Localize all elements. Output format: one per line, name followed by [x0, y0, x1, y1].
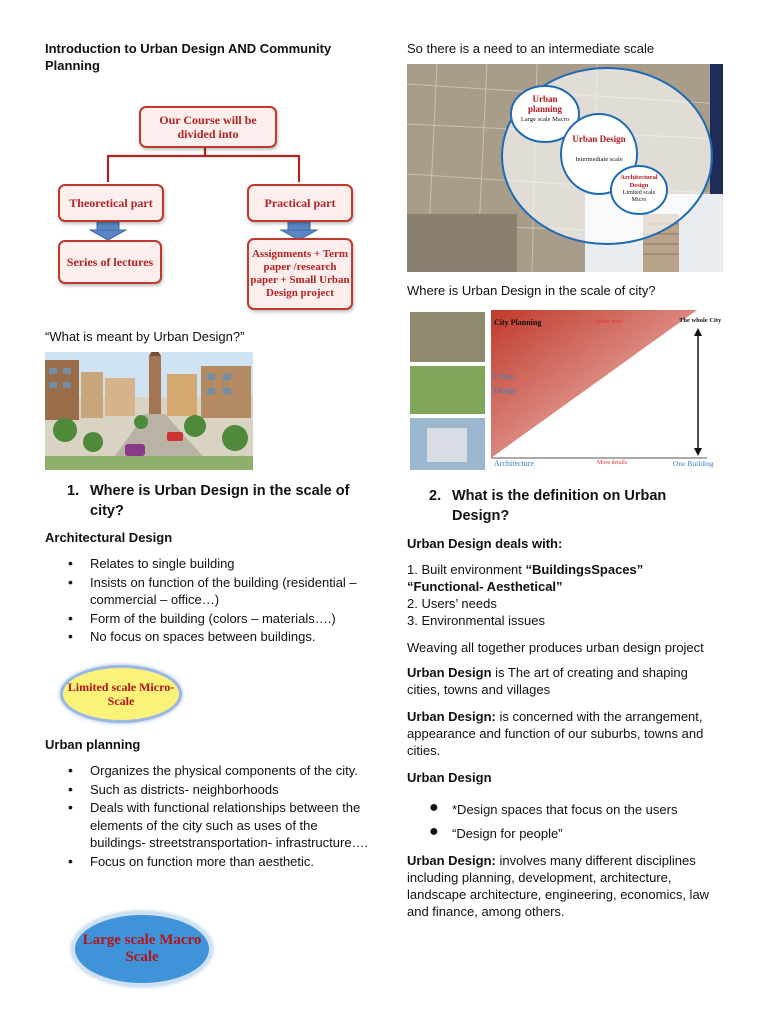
venn-urban-design-sub: Intermediate scale [575, 156, 623, 163]
definition-3-label: Urban Design: [407, 853, 496, 868]
scale-triangle-diagram [407, 310, 723, 474]
list-item: • Such as districts- neighborhoods [45, 781, 370, 799]
definition-3 [407, 852, 717, 920]
scale-more-details: More details [597, 460, 628, 466]
diagram-series-box: Series of lectures [58, 240, 162, 284]
large-scale-badge: Large scale Macro Scale [72, 912, 212, 986]
weaving-text: Weaving all together produces urban design project [407, 640, 704, 655]
deals-item-2: 2. Users’ needs [407, 596, 497, 611]
venn-architectural-design-sub: Limited scale Micro [622, 190, 656, 203]
venn-urban-planning: Urban planning [527, 94, 563, 114]
urban-design-heading: Urban Design [407, 770, 492, 785]
architectural-design-list [45, 555, 365, 647]
definition-1-label: Urban Design [407, 665, 492, 680]
list-item: • Focus on function more than aesthetic. [45, 853, 370, 871]
venn-architectural-design: Architectural Design [620, 174, 658, 189]
deals-item-1-bold-2: “Functional- Aesthetical” [407, 579, 563, 594]
definition-2 [407, 708, 725, 759]
scale-one-building: One Building [673, 459, 714, 468]
section-2-title: What is the definition on Urban Design? [452, 488, 667, 524]
diagram-top-box: Our Course will be divided into [139, 106, 277, 148]
definition-2-text: is concerned with the arrangement, appearance and function of our suburbs, towns and cities. [407, 709, 704, 758]
scale-city-planning: City Planning [494, 318, 542, 327]
list-item: • Deals with functional relationships between the elements of the city such as uses of the buildings- streetstransportation- infrastructure…. [45, 799, 370, 852]
list-item: • Form of the building (colors – materials….) [45, 610, 365, 628]
diagram-practical-box: Practical part [247, 184, 353, 222]
definition-2-label: Urban Design: [407, 709, 496, 724]
bullet-icon: ● [429, 799, 439, 816]
scale-architecture: Architecture [494, 459, 534, 468]
list-item-text: “Design for people” [452, 826, 563, 841]
list-item: • Insists on function of the building (residential – commercial – office…) [45, 574, 365, 609]
intermediate-scale-text: So there is a need to an intermediate scale [407, 41, 655, 56]
scale-entire-area: Entire area [595, 319, 622, 325]
section-2-number: 2. [429, 488, 442, 504]
deals-item-3: 3. Environmental issues [407, 613, 546, 628]
scale-design: Design [494, 386, 517, 395]
urban-planning-list [45, 762, 370, 871]
list-item: • Organizes the physical components of the city. [45, 762, 370, 780]
venn-urban-planning-sub: Large scale Macro [520, 116, 570, 123]
diagram-theoretical-box: Theoretical part [58, 184, 164, 222]
scale-urban: Urban [494, 372, 514, 381]
urban-planning-heading: Urban planning [45, 737, 141, 752]
scale-venn-image [407, 64, 723, 272]
deals-item-1 [407, 561, 727, 578]
deals-with-list [407, 561, 727, 629]
definition-1-text: is The art of creating and shaping cities, towns and villages [407, 665, 688, 697]
architectural-design-heading: Architectural Design [45, 530, 173, 545]
definition-1 [407, 664, 717, 698]
scale-of-city-question: Where is Urban Design in the scale of city? [407, 283, 656, 298]
urban-design-list [407, 801, 727, 842]
document-title: Introduction to Urban Design AND Community Planning [45, 41, 332, 73]
urban-design-question: “What is meant by Urban Design?” [45, 329, 245, 344]
deals-item-1-prefix: 1. Built environment [407, 562, 526, 577]
list-item [407, 825, 727, 842]
deals-item-1-bold: “BuildingsSpaces” [525, 562, 644, 577]
list-item: • No focus on spaces between buildings. [45, 628, 365, 646]
definition-3-text: involves many different disciplines including planning, development, architecture, landscape architecture, engineering, economics, law and finance, among others. [407, 853, 710, 919]
limited-scale-badge: Limited scale Micro- Scale [60, 665, 182, 723]
list-item [407, 801, 727, 818]
list-item-text: *Design spaces that focus on the users [452, 802, 678, 817]
section-1-number: 1. [67, 483, 80, 499]
venn-urban-design: Urban Design [572, 134, 626, 144]
bullet-icon: ● [429, 823, 439, 840]
list-item: • Relates to single building [45, 555, 365, 573]
diagram-assignments-box: Assignments + Term paper /research paper + Small Urban Design project [247, 238, 353, 310]
section-1-title: Where is Urban Design in the scale of city? [90, 483, 350, 519]
scale-whole-city: The whole City [679, 317, 722, 324]
deals-with-heading: Urban Design deals with: [407, 536, 563, 551]
urban-scene-image [45, 352, 253, 470]
